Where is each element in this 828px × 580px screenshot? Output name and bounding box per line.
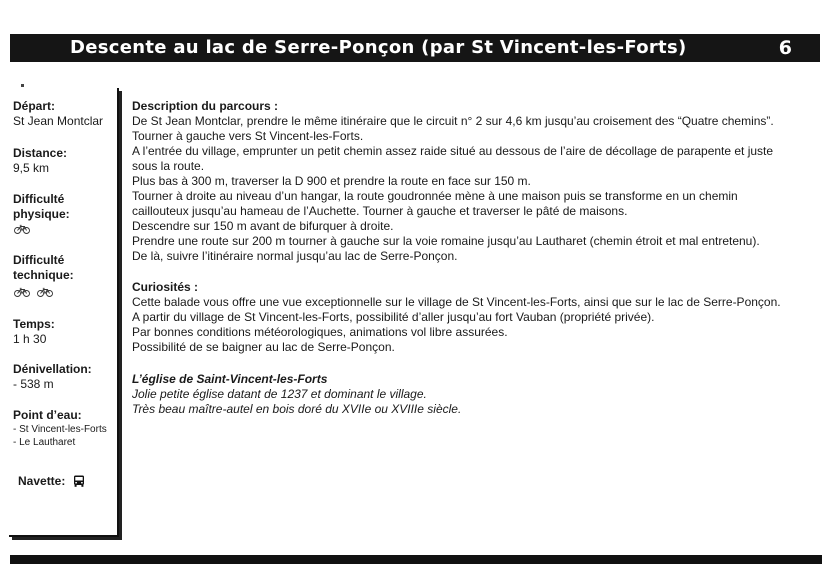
bicycle-icon [14,224,30,234]
temps-value: 1 h 30 [13,332,47,346]
description-line: Tourner à gauche vers St Vincent-les-Forts. [132,129,364,143]
diff-phys-rating [14,224,30,237]
bicycle-icon [37,287,53,297]
description-line: A l’entrée du village, emprunter un petit chemin assez raide situé au dessous de l’aire de décollage de parapente et juste [132,144,774,158]
description-line: Plus bas à 300 m, traverser la D 900 et prendre la route en face sur 150 m. [132,174,531,188]
denivellation-value: - 538 m [13,377,54,391]
distance-label: Distance: [13,146,68,160]
diff-tech-rating [14,287,53,300]
description-line: caillouteux jusqu’au hameau de l’Auchette. Tourner à gauche et traverser le pâté de maisons. [132,204,628,218]
description-line: Prendre une route sur 200 m tourner à gauche sur la voie romaine jusqu’au Lautharet (chemin étroit et mal entretenu). [132,234,760,248]
diff-phys-label-1: Difficulté [13,192,65,206]
navette-label: Navette: [18,474,66,488]
route-number: 6 [778,37,792,59]
description-line: Tourner à droite au niveau d’un hangar, la route goudronnée mène à une maison puis se transforme en un chemin [132,189,738,203]
corner-mark [21,84,24,87]
curiosites-line: A partir du village de St Vincent-les-Forts, possibilité d’aller jusqu’au fort Vauban (propriété privée). [132,310,655,324]
info-sidebar [9,88,119,537]
description-line: Descendre sur 150 m avant de bifurquer à droite. [132,219,394,233]
denivellation-label: Dénivellation: [13,362,92,376]
point-eau-item: - St Vincent-les-Forts [13,424,107,435]
diff-tech-label-2: technique: [13,268,74,282]
page-title: Descente au lac de Serre-Ponçon (par St Vincent-les-Forts) [70,37,687,58]
bicycle-icon [14,287,30,297]
point-eau-label: Point d’eau: [13,408,82,422]
bus-icon [73,475,85,487]
bottom-rule [10,555,822,564]
eglise-line: Jolie petite église datant de 1237 et dominant le village. [132,387,427,401]
main-content [132,99,822,417]
description-line: sous la route. [132,159,205,173]
curiosites-line: Cette balade vous offre une vue exceptionnelle sur le village de St Vincent-les-Forts, ainsi que sur le lac de Serre-Ponçon. [132,295,781,309]
section-gap [132,264,822,280]
depart-label: Départ: [13,99,56,113]
temps-label: Temps: [13,317,55,331]
diff-tech-label-1: Difficulté [13,253,65,267]
distance-value: 9,5 km [13,161,50,175]
curiosites-line: Possibilité de se baigner au lac de Serre-Ponçon. [132,340,395,354]
navette-row [18,474,85,489]
description-line: De St Jean Montclar, prendre le même itinéraire que le circuit n° 2 sur 4,6 km jusqu’au croisement des “Quatre chemins”. [132,114,774,128]
eglise-heading: L’église de Saint-Vincent-les-Forts [132,372,328,386]
curiosites-line: Par bonnes conditions météorologiques, animations vol libre assurées. [132,325,508,339]
curiosites-heading: Curiosités : [132,280,199,294]
description-heading: Description du parcours : [132,99,279,113]
section-gap [132,355,822,372]
description-line: De là, suivre l’itinéraire normal jusqu’au lac de Serre-Ponçon. [132,249,458,263]
diff-phys-label-2: physique: [13,207,70,221]
eglise-line: Très beau maître-autel en bois doré du XVIIe ou XVIIIe siècle. [132,402,462,416]
depart-value: St Jean Montclar [13,114,104,128]
title-bar [10,34,820,62]
point-eau-item: - Le Lautharet [13,437,76,448]
